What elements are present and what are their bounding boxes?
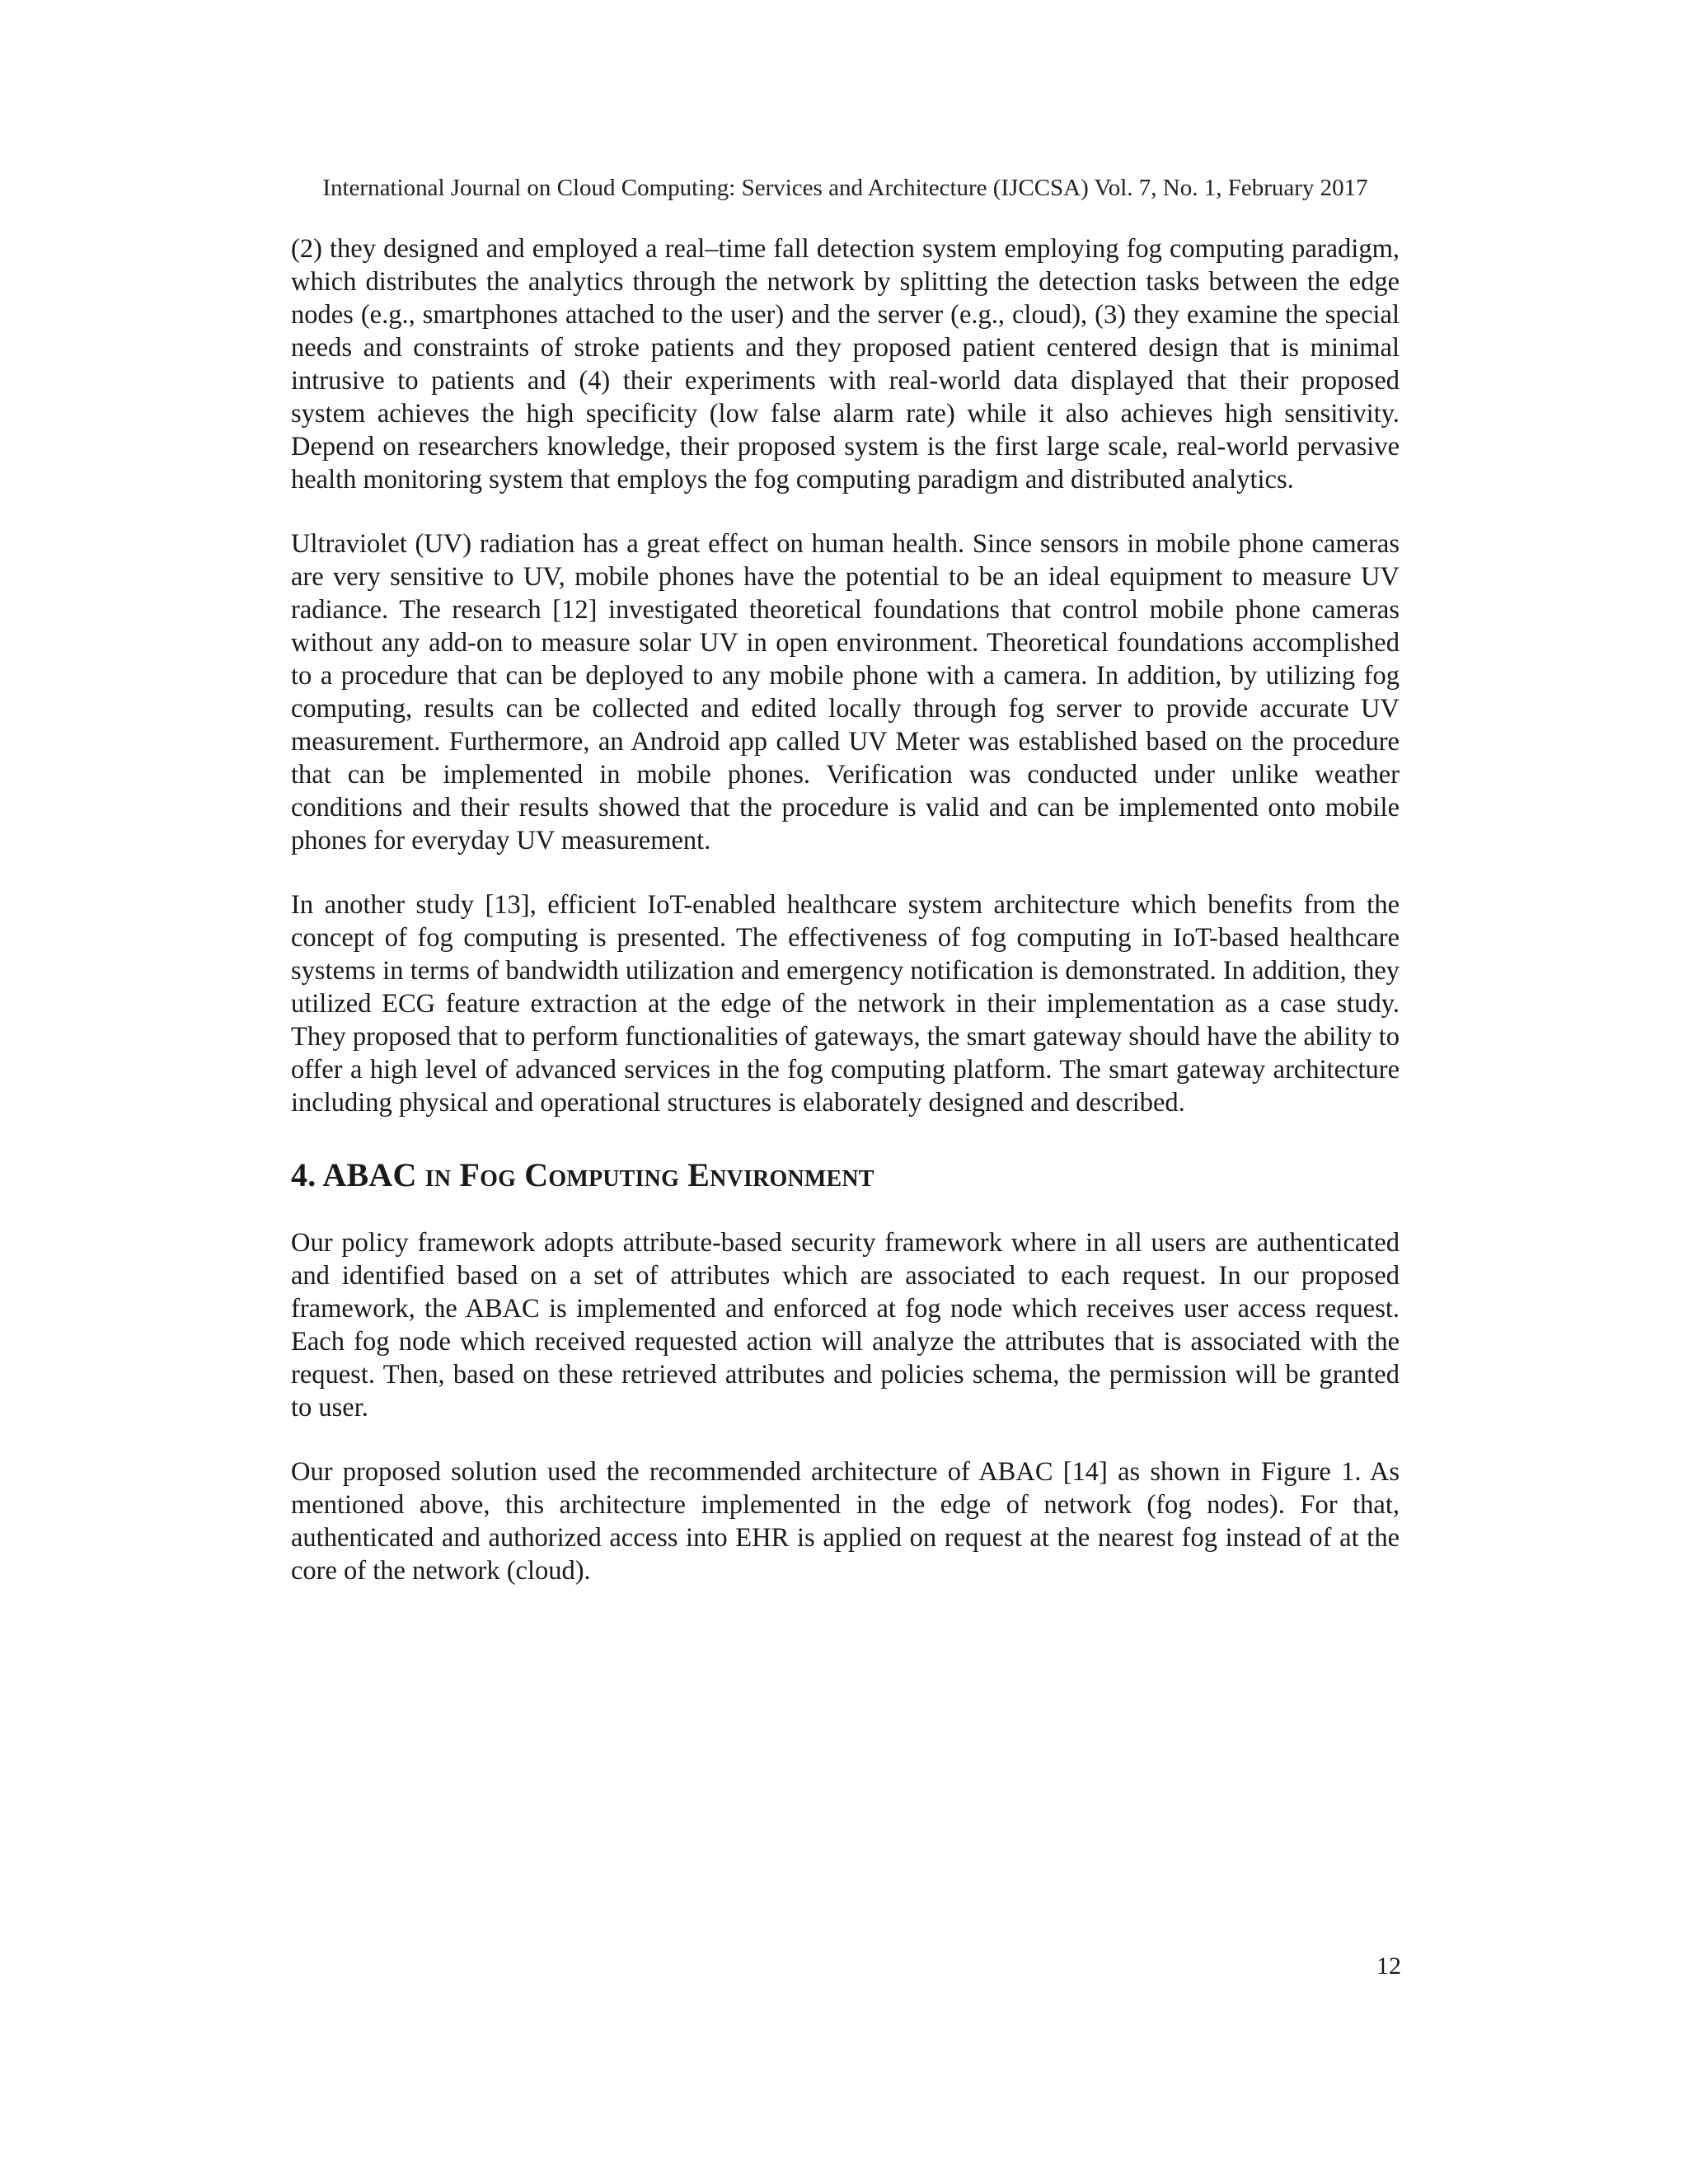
paragraph-policy-framework: Our policy framework adopts attribute-based security framework where in all users are authenticated and identified based on a set of attributes which are associated to each request. In our proposed framework, the ABAC is implemented and enforced at fog node which receives user access request. Each fog node which received requested action will analyze the attributes that is associated with the request. Then, based on these retrieved attributes and policies schema, the permission will be granted to user.	[291, 1228, 1400, 1422]
paragraph-fall-detection: (2) they designed and employed a real–time fall detection system employing fog computing paradigm, which distributes the analytics through the network by splitting the detection tasks between the edge nodes (e.g., smartphones attached to the user) and the server (e.g., cloud), (3) they examine the special needs and constraints of stroke patients and they proposed patient centered design that is minimal intrusive to patients and (4) their experiments with real-world data displayed that their proposed system achieves the high specificity (low false alarm rate) while it also achieves high sensitivity. Depend on researchers knowledge, their proposed system is the first large scale, real-world pervasive health monitoring system that employs the fog computing paradigm and distributed analytics.	[291, 234, 1400, 494]
paragraph-uv-radiation: Ultraviolet (UV) radiation has a great effect on human health. Since sensors in mobile phone cameras are very sensitive to UV, mobile phones have the potential to be an ideal equipment to measure UV radiance. The research [12] investigated theoretical foundations that control mobile phone cameras without any add-on to measure solar UV in open environment. Theoretical foundations accomplished to a procedure that can be deployed to any mobile phone with a camera. In addition, by utilizing fog computing, results can be collected and edited locally through fog server to provide accurate UV measurement. Furthermore, an Android app called UV Meter was established based on the procedure that can be implemented in mobile phones. Verification was conducted under unlike weather conditions and their results showed that the procedure is valid and can be implemented onto mobile phones for everyday UV measurement.	[291, 529, 1400, 855]
paragraph-proposed-solution: Our proposed solution used the recommended architecture of ABAC [14] as shown in Figure 1. As mentioned above, this architecture implemented in the edge of network (fog nodes). For that, authenticated and authorized access into EHR is applied on request at the nearest fog instead of at the core of the network (cloud).	[291, 1457, 1400, 1586]
page-body	[291, 232, 1400, 1619]
section-title: ABAC in Fog Computing Environment	[322, 1156, 874, 1193]
paragraph-iot-healthcare: In another study [13], efficient IoT-enabled healthcare system architecture which benefits from the concept of fog computing is presented. The effectiveness of fog computing in IoT-based healthcare systems in terms of bandwidth utilization and emergency notification is demonstrated. In addition, they utilized ECG feature extraction at the edge of the network in their implementation as a case study. They proposed that to perform functionalities of gateways, the smart gateway should have the ability to offer a high level of advanced services in the fog computing platform. The smart gateway architecture including physical and operational structures is elaborately designed and described.	[291, 890, 1400, 1118]
section-heading	[291, 1155, 1400, 1195]
page-number: 12	[1376, 1952, 1401, 1980]
running-header: International Journal on Cloud Computing: Services and Architecture (IJCCSA) Vol. 7, No. 1, February 2017	[322, 175, 1368, 201]
section-number: 4.	[291, 1156, 316, 1193]
